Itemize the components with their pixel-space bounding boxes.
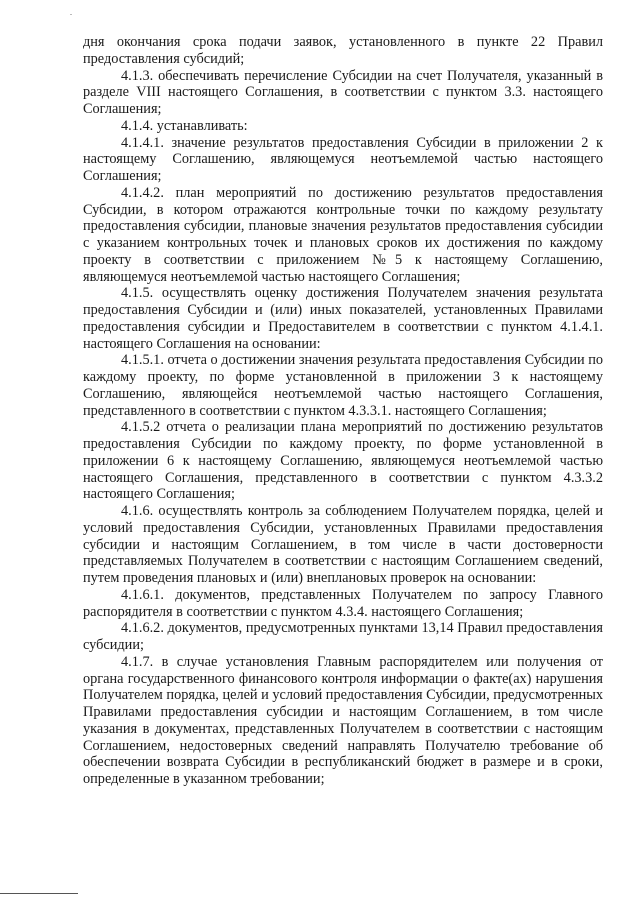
paragraph: 4.1.6. осуществлять контроль за соблюдением Получателем порядка, целей и условий предоставления Субсидии, установленных Правилами предоставления субсидии и настоящим Соглашением, в том числе в части достоверности представляемых Получателем в соответствии с настоящим Соглашением сведений, путем проведения плановых и (или) внеплановых проверок на основании: [83, 503, 603, 586]
paragraph: дня окончания срока подачи заявок, установленного в пункте 22 Правил предоставления субсидий; [83, 34, 603, 67]
document-body [83, 34, 603, 788]
paragraph: 4.1.7. в случае установления Главным распорядителем или получения от органа государственного финансового контроля информации о факте(ах) нарушения Получателем порядка, целей и условий предоставления Субсидии, предусмотренных Правилами предоставления субсидии и настоящим Соглашением, в том числе указания в документах, представленных Получателем в соответствии с настоящим Соглашением, недостоверных сведений направлять Получателю требование об обеспечении возврата Субсидии в республиканский бюджет в размере и в сроки, определенные в указанном требовании; [83, 653, 603, 787]
paragraph: 4.1.6.1. документов, представленных Получателем по запросу Главного распорядителя в соответствии с пунктом 4.3.4. настоящего Соглашения; [83, 586, 603, 620]
paragraph: 4.1.3. обеспечивать перечисление Субсидии на счет Получателя, указанный в разделе VIII настоящего Соглашения, в соответствии с пунктом 3.3. настоящего Соглашения; [83, 67, 603, 117]
scan-mark [70, 14, 72, 15]
paragraph: 4.1.5.1. отчета о достижении значения результата предоставления Субсидии по каждому проекту, по форме установленной в приложении 3 к настоящему Соглашению, являющейся неотъемлемой частью настоящего Соглашения, представленного в соответствии с пунктом 4.3.3.1. настоящего Соглашения; [83, 352, 604, 419]
paragraph: 4.1.6.2. документов, предусмотренных пунктами 13,14 Правил предоставления субсидии; [83, 620, 603, 653]
paragraph: 4.1.4.1. значение результатов предоставления Субсидии в приложении 2 к настоящему Соглашению, являющемуся неотъемлемой частью настоящего Соглашения; [83, 134, 603, 184]
footnote-divider [0, 893, 78, 894]
paragraph: 4.1.5. осуществлять оценку достижения Получателем значения результата предоставления Субсидии и (или) иных показателей, установленных Правилами предоставления субсидии и Предоставителем в соответствии с пунктом 4.1.4.1. настоящего Соглашения на основании: [83, 285, 603, 352]
paragraph: 4.1.4. устанавливать: [121, 117, 248, 134]
paragraph: 4.1.5.2 отчета о реализации плана мероприятий по достижению результатов предоставления Субсидии по каждому проекту, по форме установленной в приложении 6 к настоящему Соглашению, являющемуся неотъемлемой частью настоящего Соглашения, представленного в соответствии с пунктом 4.3.3.2 настоящего Соглашения; [83, 419, 603, 503]
paragraph: 4.1.4.2. план мероприятий по достижению результатов предоставления Субсидии, в котором отражаются контрольные точки по каждому результату предоставления субсидии, плановые значения результатов предоставления субсидии с указанием контрольных точек и плановых сроков их достижения по каждому проекту в соответствии с приложением №5 к настоящему Соглашению, являющемуся неотъемлемой частью настоящего Соглашения; [83, 184, 603, 285]
